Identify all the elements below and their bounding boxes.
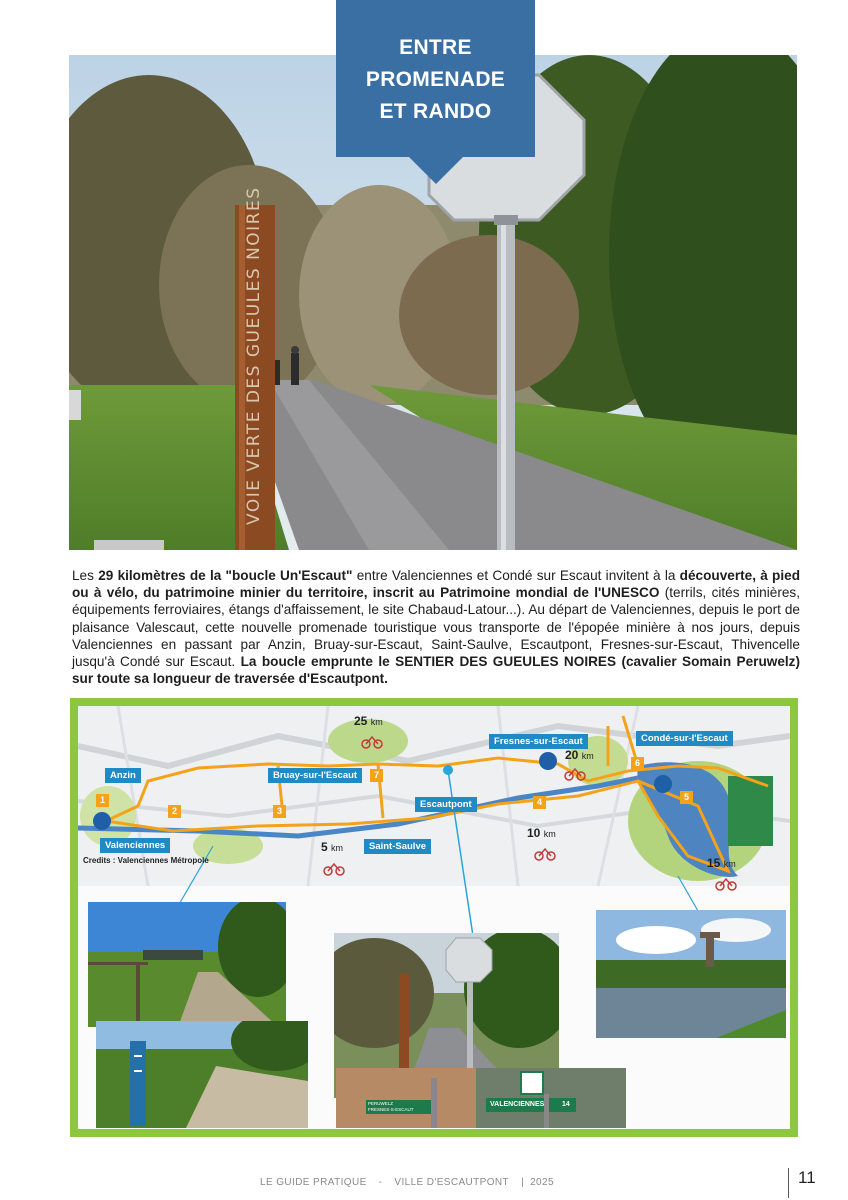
sign-left-text: PERUWELZ FRESNES-S-ESCAUT [368,1101,414,1112]
footer-year: 2025 [530,1177,554,1188]
intro-bold-2: découverte, à pied ou à vélo, du patrimoine minier du territoire, inscrit au Patrimoine mondial de l'UNESCO [72,568,800,601]
photo-direction-signs [336,1068,626,1128]
intro-paragraph [72,567,800,687]
intro-text-1: Les [72,568,99,583]
title-box-pointer [408,156,464,184]
distance-10: 10 km [527,826,556,840]
town-label-valenciennes: Valenciennes [100,838,170,853]
map-credit: Credits : Valenciennes Métropole [83,856,209,865]
waypoint-5: 5 [680,791,693,804]
footer-town: VILLE D'ESCAUTPONT [394,1177,510,1188]
town-label-fresnes: Fresnes-sur-Escaut [489,734,588,749]
photo-path-building [88,902,286,1027]
distance-5: 5 km [321,840,344,854]
distance-20: 20 km [565,748,594,762]
page-footer [260,1177,560,1188]
footer-guide: LE GUIDE PRATIQUE [260,1177,367,1188]
section-title-box [336,0,535,157]
sign-right-km: 14 [562,1101,570,1108]
town-label-anzin: Anzin [105,768,141,783]
waypoint-3: 3 [273,805,286,818]
title-line-3: ET RANDO [379,100,492,123]
distance-15: 15 km [707,856,736,870]
waypoint-4: 4 [533,796,546,809]
page-number: 11 [798,1168,816,1187]
intro-text-2: entre Valenciennes et Condé sur Escaut invitent à la [352,568,680,583]
photo-lake-headframe [596,910,786,1038]
town-label-conde: Condé-sur-l'Escaut [636,731,733,746]
footer-sep: | [521,1177,525,1188]
waypoint-1: 1 [96,794,109,807]
waypoint-7: 7 [370,769,383,782]
post-text: VOIE VERTE DES GUEULES NOIRES [244,186,264,525]
intro-text-3: (terrils, cités minières, équipements ferroviaires, étangs d'affaissement, le site Chabaud-Latour...). Au départ de Valenciennes, depuis le port de plaisance Valescaut, cette nouvelle promenade touristique vous transporte de l'épopée minière à nos jours, depuis Valenciennes en passant par Anzin, Bruay-sur-Escaut, Saint-Saulve, Escautpont, Fresnes-sur-Escaut, Thivencelle jusqu'à Condé sur Escaut. [72,585,800,670]
intro-bold-3: La boucle emprunte le SENTIER DES GUEULES NOIRES (cavalier Somain Peruwelz) sur toute sa longueur de traversée d'Escautpont. [72,654,800,687]
intro-bold-1: 29 kilomètres de la "boucle Un'Escaut" [98,568,353,583]
map-frame [70,698,798,1137]
photo-path-signpost [96,1021,308,1128]
town-label-bruay: Bruay-sur-l'Escaut [268,768,362,783]
page-number-divider [788,1168,789,1198]
distance-25: 25 km [354,714,383,728]
town-label-escautpont: Escautpont [415,797,477,812]
title-line-2: PROMENADE [365,68,506,91]
sign-right-text: VALENCIENNES [490,1101,545,1108]
footer-dash: - [378,1177,383,1188]
waypoint-2: 2 [168,805,181,818]
route-map [78,706,790,1129]
town-label-saint-saulve: Saint-Saulve [364,839,431,854]
title-line-1: ENTRE [399,36,472,59]
waypoint-6: 6 [631,757,644,770]
